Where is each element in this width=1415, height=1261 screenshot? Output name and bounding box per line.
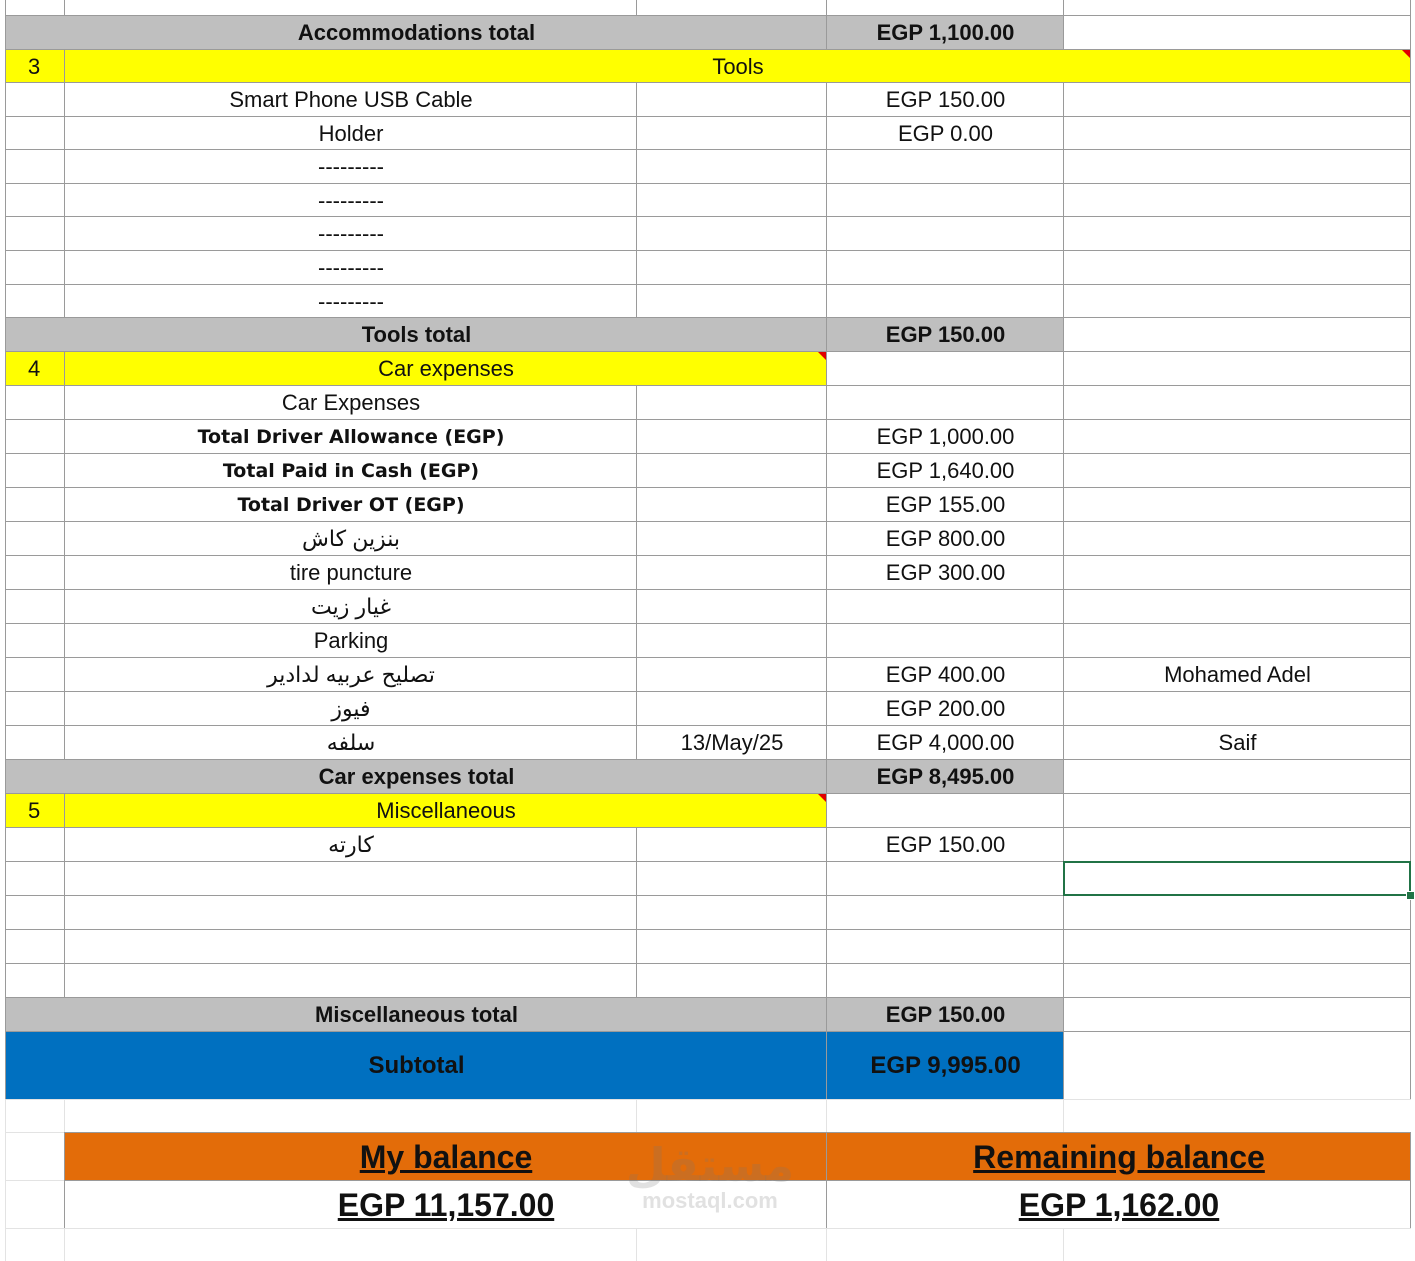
empty-cell[interactable]: [826, 793, 1064, 828]
item-name[interactable]: Car Expenses: [64, 385, 637, 420]
empty-cell[interactable]: [5, 0, 65, 16]
car-expenses-total-label[interactable]: Car expenses total: [5, 759, 827, 794]
empty-cell[interactable]: [636, 657, 827, 692]
section-header-car-expenses[interactable]: Car expenses: [64, 351, 827, 386]
item-amount[interactable]: EGP 1,000.00: [826, 419, 1064, 454]
item-name[interactable]: بنزين كاش: [64, 521, 637, 556]
empty-cell[interactable]: [5, 929, 65, 964]
empty-cell[interactable]: [1063, 691, 1411, 726]
empty-cell[interactable]: [1063, 623, 1411, 658]
empty-cell[interactable]: [5, 216, 65, 251]
empty-cell[interactable]: [5, 963, 65, 998]
empty-cell[interactable]: [1063, 453, 1411, 488]
subtotal-value[interactable]: EGP 9,995.00: [826, 1031, 1064, 1100]
empty-cell[interactable]: [1063, 1099, 1411, 1133]
subtotal-label[interactable]: Subtotal: [5, 1031, 827, 1100]
empty-cell[interactable]: [636, 116, 827, 150]
item-amount[interactable]: EGP 4,000.00: [826, 725, 1064, 760]
empty-cell[interactable]: [1063, 15, 1411, 50]
item-amount[interactable]: [826, 385, 1064, 420]
empty-cell[interactable]: [1063, 0, 1411, 16]
item-amount[interactable]: EGP 800.00: [826, 521, 1064, 556]
empty-cell[interactable]: [636, 385, 827, 420]
empty-cell[interactable]: [826, 929, 1064, 964]
table-right-border: [1410, 0, 1411, 1099]
empty-cell[interactable]: [5, 895, 65, 930]
section-number-car[interactable]: 4: [5, 351, 65, 386]
selected-cell[interactable]: [1063, 861, 1411, 896]
empty-cell[interactable]: [636, 284, 827, 318]
empty-cell[interactable]: [5, 555, 65, 590]
empty-cell[interactable]: [636, 555, 827, 590]
item-name[interactable]: Total Paid in Cash (EGP): [64, 453, 637, 488]
empty-cell[interactable]: [5, 487, 65, 522]
empty-cell[interactable]: [5, 453, 65, 488]
empty-cell[interactable]: [636, 1228, 827, 1261]
empty-cell[interactable]: [1063, 589, 1411, 624]
miscellaneous-total-label[interactable]: Miscellaneous total: [5, 997, 827, 1032]
empty-cell[interactable]: [5, 385, 65, 420]
empty-cell[interactable]: [1063, 385, 1411, 420]
empty-cell[interactable]: [636, 250, 827, 285]
empty-cell[interactable]: [826, 0, 1064, 16]
balance-right-border: [1410, 1132, 1411, 1228]
accommodations-total-label[interactable]: Accommodations total: [5, 15, 827, 50]
item-date[interactable]: 13/May/25: [636, 725, 827, 760]
empty-cell[interactable]: [636, 963, 827, 998]
item-name[interactable]: ---------: [64, 149, 637, 184]
item-amount[interactable]: EGP 150.00: [826, 82, 1064, 117]
empty-cell[interactable]: [1063, 149, 1411, 184]
empty-cell[interactable]: [64, 0, 637, 16]
empty-cell[interactable]: [1063, 963, 1411, 998]
empty-cell[interactable]: [636, 82, 827, 117]
empty-cell[interactable]: [826, 351, 1064, 386]
empty-cell[interactable]: [636, 453, 827, 488]
empty-cell[interactable]: [1063, 793, 1411, 828]
empty-cell[interactable]: [1063, 759, 1411, 794]
item-name[interactable]: ---------: [64, 183, 637, 217]
empty-cell[interactable]: [5, 623, 65, 658]
empty-cell[interactable]: [5, 82, 65, 117]
item-name[interactable]: ---------: [64, 284, 637, 318]
empty-cell[interactable]: [1063, 827, 1411, 862]
empty-cell[interactable]: [636, 691, 827, 726]
item-amount[interactable]: [826, 149, 1064, 184]
empty-cell[interactable]: [5, 149, 65, 184]
empty-cell[interactable]: [5, 1228, 65, 1261]
tools-total-value[interactable]: EGP 150.00: [826, 317, 1064, 352]
empty-cell[interactable]: [64, 1228, 637, 1261]
empty-cell[interactable]: [5, 861, 65, 896]
empty-cell[interactable]: [5, 116, 65, 150]
empty-cell[interactable]: [5, 419, 65, 454]
empty-cell[interactable]: [1063, 997, 1411, 1032]
empty-cell[interactable]: [1063, 351, 1411, 386]
empty-cell[interactable]: [5, 284, 65, 318]
watermark-latin: mostaql.com: [642, 1188, 778, 1213]
item-amount[interactable]: [826, 216, 1064, 251]
empty-cell[interactable]: [826, 963, 1064, 998]
empty-cell[interactable]: [5, 1099, 65, 1133]
empty-cell[interactable]: [636, 827, 827, 862]
empty-cell[interactable]: [64, 895, 637, 930]
empty-cell[interactable]: [826, 895, 1064, 930]
empty-cell[interactable]: [636, 183, 827, 217]
empty-cell[interactable]: [1063, 284, 1411, 318]
empty-cell[interactable]: [636, 929, 827, 964]
item-amount[interactable]: EGP 200.00: [826, 691, 1064, 726]
empty-cell[interactable]: [1063, 250, 1411, 285]
item-name[interactable]: Total Driver Allowance (EGP): [64, 419, 637, 454]
empty-cell[interactable]: [1063, 1031, 1411, 1100]
empty-cell[interactable]: [636, 589, 827, 624]
empty-cell[interactable]: [1063, 116, 1411, 150]
empty-cell[interactable]: [1063, 82, 1411, 117]
empty-cell[interactable]: [5, 725, 65, 760]
item-name[interactable]: Smart Phone USB Cable: [64, 82, 637, 117]
empty-cell[interactable]: [826, 1228, 1064, 1261]
car-expenses-total-value[interactable]: EGP 8,495.00: [826, 759, 1064, 794]
my-balance-value[interactable]: EGP 11,157.00: [64, 1180, 827, 1229]
item-amount[interactable]: [826, 284, 1064, 318]
empty-cell[interactable]: [1063, 216, 1411, 251]
empty-cell[interactable]: [5, 521, 65, 556]
empty-cell[interactable]: [1063, 317, 1411, 352]
item-amount[interactable]: [826, 250, 1064, 285]
section-number-tools[interactable]: 3: [5, 49, 65, 83]
item-name[interactable]: تصليح عربيه لدادير: [64, 657, 637, 692]
item-amount[interactable]: EGP 0.00: [826, 116, 1064, 150]
empty-cell[interactable]: [64, 1099, 637, 1133]
empty-cell[interactable]: [1063, 555, 1411, 590]
item-amount[interactable]: [826, 183, 1064, 217]
empty-cell[interactable]: [5, 1180, 65, 1229]
item-name[interactable]: ---------: [64, 250, 637, 285]
item-name[interactable]: سلفه: [64, 725, 637, 760]
item-name[interactable]: فيوز: [64, 691, 637, 726]
empty-cell[interactable]: [5, 250, 65, 285]
empty-cell[interactable]: [5, 1132, 65, 1181]
empty-cell[interactable]: [636, 1099, 827, 1133]
empty-cell[interactable]: [636, 487, 827, 522]
empty-cell[interactable]: [636, 521, 827, 556]
my-balance-header[interactable]: My balance: [64, 1132, 827, 1181]
accommodations-total-value[interactable]: EGP 1,100.00: [826, 15, 1064, 50]
fill-handle[interactable]: [1406, 891, 1415, 900]
empty-cell[interactable]: [636, 149, 827, 184]
empty-cell[interactable]: [1063, 183, 1411, 217]
empty-cell[interactable]: [1063, 487, 1411, 522]
empty-cell[interactable]: [64, 929, 637, 964]
remaining-balance-value[interactable]: EGP 1,162.00: [826, 1180, 1411, 1229]
empty-cell[interactable]: [1063, 521, 1411, 556]
empty-cell[interactable]: [636, 0, 827, 16]
item-amount[interactable]: EGP 400.00: [826, 657, 1064, 692]
item-amount[interactable]: EGP 150.00: [826, 827, 1064, 862]
empty-cell[interactable]: [64, 963, 637, 998]
empty-cell[interactable]: [636, 419, 827, 454]
item-name[interactable]: Holder: [64, 116, 637, 150]
item-name[interactable]: كارته: [64, 827, 637, 862]
item-name[interactable]: Total Driver OT (EGP): [64, 487, 637, 522]
section-number-misc[interactable]: 5: [5, 793, 65, 828]
empty-cell[interactable]: [5, 691, 65, 726]
empty-cell[interactable]: [1063, 1228, 1411, 1261]
tools-total-label[interactable]: Tools total: [5, 317, 827, 352]
empty-cell[interactable]: [1063, 929, 1411, 964]
empty-cell[interactable]: [636, 861, 827, 896]
empty-cell[interactable]: [5, 657, 65, 692]
item-name[interactable]: tire puncture: [64, 555, 637, 590]
empty-cell[interactable]: [5, 827, 65, 862]
item-name[interactable]: ---------: [64, 216, 637, 251]
item-amount[interactable]: EGP 1,640.00: [826, 453, 1064, 488]
empty-cell[interactable]: [64, 861, 637, 896]
empty-cell[interactable]: [826, 861, 1064, 896]
remaining-balance-header[interactable]: Remaining balance: [826, 1132, 1411, 1181]
empty-cell[interactable]: [5, 183, 65, 217]
item-person[interactable]: Saif: [1063, 725, 1411, 760]
item-name[interactable]: غيار زيت: [64, 589, 637, 624]
item-amount[interactable]: EGP 300.00: [826, 555, 1064, 590]
miscellaneous-total-value[interactable]: EGP 150.00: [826, 997, 1064, 1032]
section-header-tools[interactable]: Tools: [64, 49, 1411, 83]
empty-cell[interactable]: [826, 1099, 1064, 1133]
item-amount[interactable]: [826, 623, 1064, 658]
watermark-arabic: مستقل: [625, 1139, 795, 1191]
item-name[interactable]: Parking: [64, 623, 637, 658]
section-header-miscellaneous[interactable]: Miscellaneous: [64, 793, 827, 828]
item-person[interactable]: Mohamed Adel: [1063, 657, 1411, 692]
empty-cell[interactable]: [636, 216, 827, 251]
item-amount[interactable]: [826, 589, 1064, 624]
item-amount[interactable]: EGP 155.00: [826, 487, 1064, 522]
empty-cell[interactable]: [1063, 419, 1411, 454]
empty-cell[interactable]: [636, 623, 827, 658]
empty-cell[interactable]: [636, 895, 827, 930]
empty-cell[interactable]: [5, 589, 65, 624]
empty-cell[interactable]: [1063, 895, 1411, 930]
